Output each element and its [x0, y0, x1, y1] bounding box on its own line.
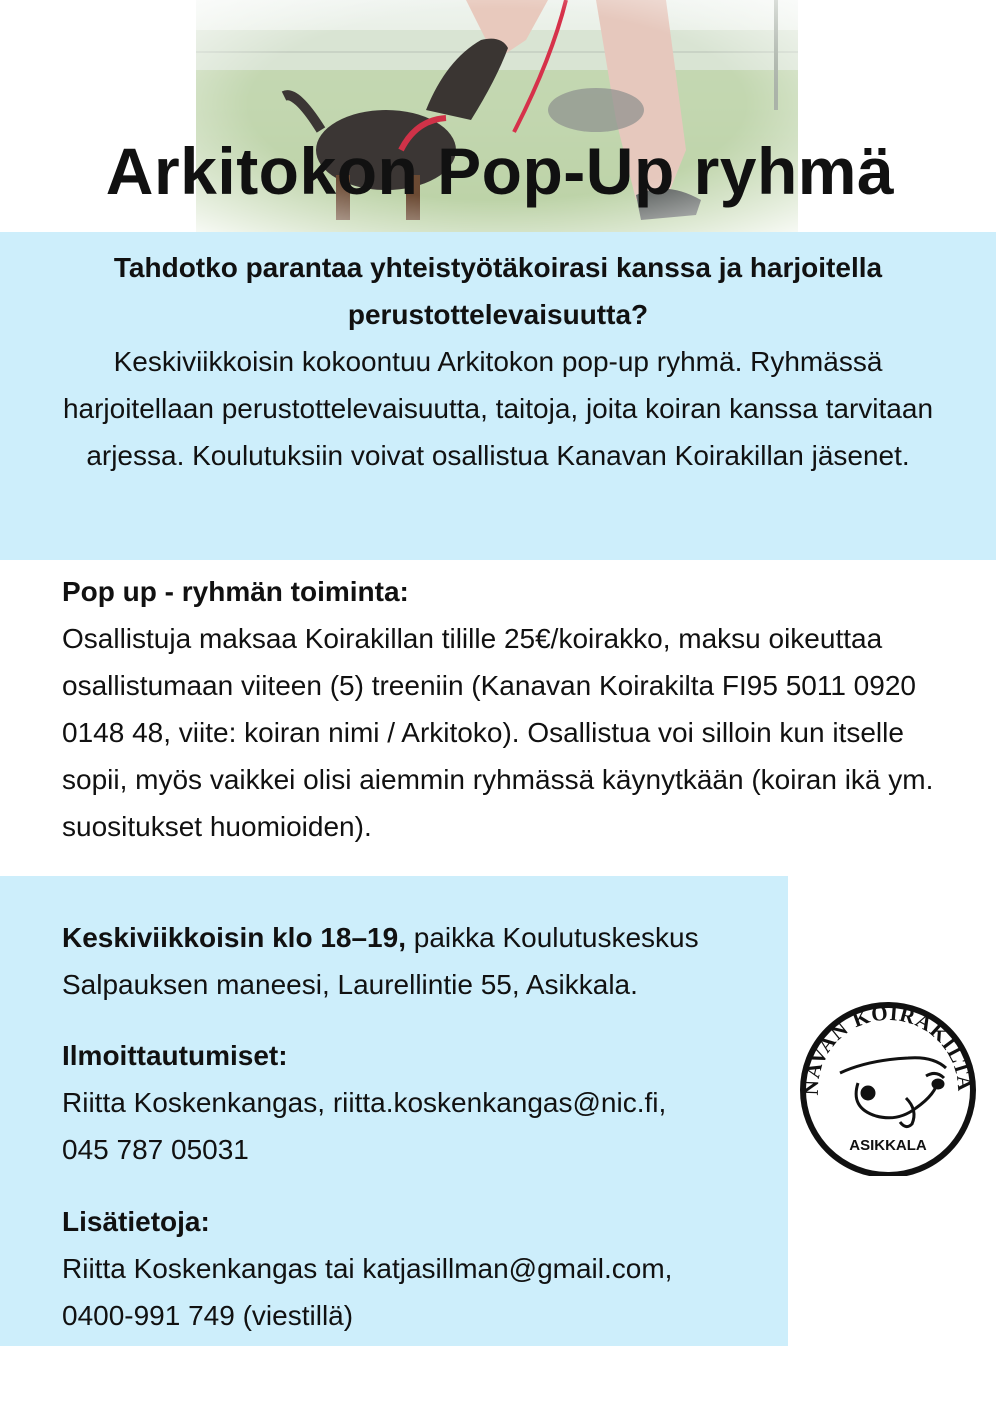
registration-block — [62, 1032, 762, 1173]
intro-panel — [0, 232, 996, 560]
intro-question: Tahdotko parantaa yhteistyötäkoirasi kanssa ja harjoitella perustottelevaisuutta? — [113, 252, 883, 330]
club-logo — [788, 998, 988, 1176]
activity-section — [62, 568, 962, 850]
registration-contact: Riitta Koskenkangas, riitta.koskenkangas@nic.fi, — [62, 1087, 667, 1118]
activity-text: Osallistuja maksaa Koirakillan tilille 25€/koirakko, maksu oikeuttaa osallistumaan viiteen (5) treeniin (Kanavan Koirakilta FI95 5011 0920 0148 48, viite: koiran nimi / Arkitoko). Osallistua voi silloin kun itselle sopii, myös vaikkei olisi aiemmin ryhmässä käynytkään (koiran ikä ym. suositukset huomioiden). — [62, 623, 934, 842]
registration-phone: 045 787 05031 — [62, 1134, 249, 1165]
registration-heading: Ilmoittautumiset: — [62, 1040, 288, 1071]
info-panel — [0, 876, 788, 1346]
more-info-contact: Riitta Koskenkangas tai katjasillman@gmail.com, — [62, 1253, 673, 1284]
schedule-block — [62, 914, 762, 1008]
schedule-where: paikka Koulutuskeskus Salpauksen maneesi, Laurellintie 55, Asikkala. — [62, 922, 699, 1000]
logo-ring-text: NAVAN KOIRAKILTA — [798, 1000, 978, 1096]
logo-bottom-text: ASIKKALA — [849, 1137, 927, 1154]
activity-heading: Pop up - ryhmän toiminta: — [62, 576, 409, 607]
more-info-block — [62, 1198, 762, 1339]
club-logo-emblem — [788, 998, 988, 1176]
page-title: Arkitokon Pop-Up ryhmä — [105, 134, 895, 208]
more-info-heading: Lisätietoja: — [62, 1206, 210, 1237]
intro-text: Keskiviikkoisin kokoontuu Arkitokon pop-up ryhmä. Ryhmässä harjoitellaan perustottelevaisuutta, taitoja, joita koiran kanssa tarvitaan arjessa. Koulutuksiin voivat osallistua Kanavan Koirakillan jäsenet. — [62, 346, 934, 471]
more-info-phone: 0400-991 749 (viestillä) — [62, 1300, 354, 1331]
schedule-when: Keskiviikkoisin klo 18–19, — [62, 922, 406, 953]
